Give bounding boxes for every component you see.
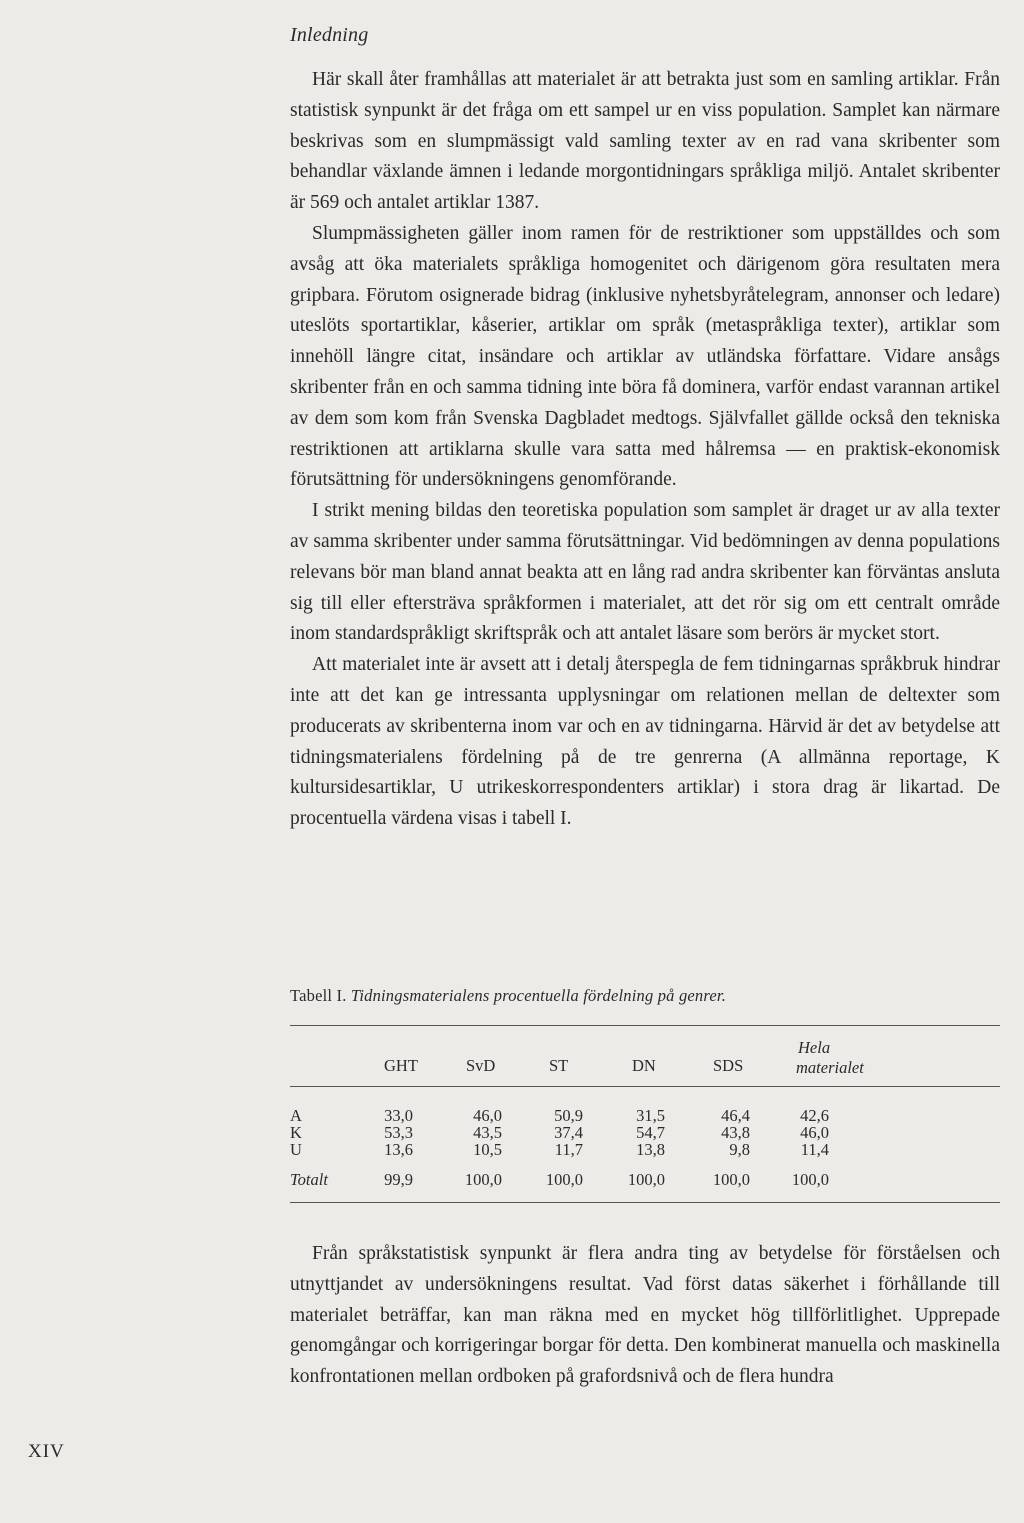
table-cell: 54,7 xyxy=(636,1123,665,1142)
table-cell: 100,0 xyxy=(791,1170,829,1189)
column-header-st: ST xyxy=(549,1056,569,1075)
column-header-ght: GHT xyxy=(384,1056,418,1075)
table-cell: 13,8 xyxy=(636,1140,665,1159)
paragraph: Här skall åter framhållas att materialet är att betrakta just som en samling artiklar. Från statistisk synpunkt är det fråga om ett sampel ur en viss population. Samplet kan närmare beskrivas som en slumpmässigt vald samling texter av en rad vana skribenter som behandlar växlande ämnen i ledande morgontidningars språkliga miljö. Antalet skribenter är 569 och antalet artiklar 1387. xyxy=(290,69,1000,214)
column-header-materialet: materialet xyxy=(796,1058,864,1077)
row-label: U xyxy=(290,1140,302,1159)
table-cell: 100,0 xyxy=(545,1170,583,1189)
table-caption-title: Tidningsmaterialens procentuella fördelning på genrer. xyxy=(350,986,727,1005)
table-bottom-rule xyxy=(290,1202,1000,1203)
table-cell: 46,4 xyxy=(721,1106,750,1125)
table-cell: 100,0 xyxy=(627,1170,665,1189)
table-cell: 11,4 xyxy=(800,1140,829,1159)
table-cell: 31,5 xyxy=(636,1106,665,1125)
table-cell: 10,5 xyxy=(473,1140,502,1159)
column-header-svd: SvD xyxy=(466,1056,496,1075)
paragraph: Från språkstatistisk synpunkt är flera andra ting av betydelse för förståelsen och utnyttjandet av undersökningens resultat. Vad först datas säkerhet i förhållande till materialet beträffar, kan man räkna med en mycket hög tillförlitlighet. Upprepade genomgångar och korrigeringar borgar för detta. Den kombinerat manuella och maskinella konfrontationen mellan ordboken på grafordsnivå och de flera hundra xyxy=(290,1243,1000,1388)
table-cell: 43,8 xyxy=(721,1123,750,1142)
body-text-bottom xyxy=(290,1239,1000,1393)
table-caption xyxy=(290,986,726,1006)
body-text-top xyxy=(290,65,1000,835)
paragraph: I strikt mening bildas den teoretiska population som samplet är draget ur av alla texter av samma skribenter under samma förutsättningar. Vid bedömningen av denna populations relevans bör man bland annat beakta att en lång rad andra skribenter kan förväntas ansluta sig till eller eftersträva språkformen i materialet, att det rör sig om ett centralt område inom standardspråkligt skriftspråk och att antalet läsare som berörs är mycket stort. xyxy=(290,500,1000,645)
row-label: A xyxy=(290,1106,302,1125)
table-header-rule xyxy=(290,1086,1000,1087)
table-cell: 100,0 xyxy=(712,1170,750,1189)
table-cell: 9,8 xyxy=(729,1140,750,1159)
table-cell: 33,0 xyxy=(384,1106,413,1125)
table-caption-prefix: Tabell I. xyxy=(290,986,347,1005)
row-label: K xyxy=(290,1123,302,1142)
table-cell: 46,0 xyxy=(473,1106,502,1125)
table-cell: 99,9 xyxy=(384,1170,413,1189)
table-cell: 42,6 xyxy=(800,1106,829,1125)
total-row-label: Totalt xyxy=(290,1170,328,1189)
table-cell: 37,4 xyxy=(554,1123,583,1142)
table-cell: 53,3 xyxy=(384,1123,413,1142)
table-cell: 11,7 xyxy=(554,1140,583,1159)
table-cell: 100,0 xyxy=(464,1170,502,1189)
running-head: Inledning xyxy=(290,24,369,46)
column-header-sds: SDS xyxy=(713,1056,744,1075)
column-header-hela: Hela xyxy=(798,1038,831,1057)
table-cell: 13,6 xyxy=(384,1140,413,1159)
table-cell: 50,9 xyxy=(554,1106,583,1125)
paragraph: Slumpmässigheten gäller inom ramen för de restriktioner som uppställdes och som avsåg att öka materialets språkliga homogenitet och därigenom göra resultaten mera gripbara. Förutom osignerade bidrag (inklusive nyhetsbyråtelegram, annonser och ledare) uteslöts sportartiklar, kåserier, artiklar om språk (metaspråkliga texter), artiklar som innehöll längre citat, insändare och artiklar av utländska författare. Vidare ansågs skribenter från en och samma tidning inte böra få dominera, varför endast varannan artikel av dem som kom från Svenska Dagbladet medtogs. Självfallet gällde också den tekniska restriktionen att artiklarna skulle vara satta med hålremsa — en praktisk-ekonomisk förutsättning för undersökningens genomförande. xyxy=(290,222,1000,491)
table-cell: 43,5 xyxy=(473,1123,502,1142)
table-top-rule xyxy=(290,1025,1000,1026)
page-number: XIV xyxy=(28,1441,65,1462)
paragraph: Att materialet inte är avsett att i detalj återspegla de fem tidningarnas språkbruk hindrar inte att det kan ge intressanta upplysningar om relationen mellan de deltexter som producerats av skribenterna inom var och en av tidningarna. Härvid är det av betydelse att tidningsmaterialens fördelning på de tre genrerna (A allmänna reportage, K kultursidesartiklar, U utrikeskorrespondenters artiklar) i stora drag är likartad. De procentuella värdena visas i tabell I. xyxy=(290,654,1000,830)
table-cell: 46,0 xyxy=(800,1123,829,1142)
column-header-dn: DN xyxy=(632,1056,656,1075)
